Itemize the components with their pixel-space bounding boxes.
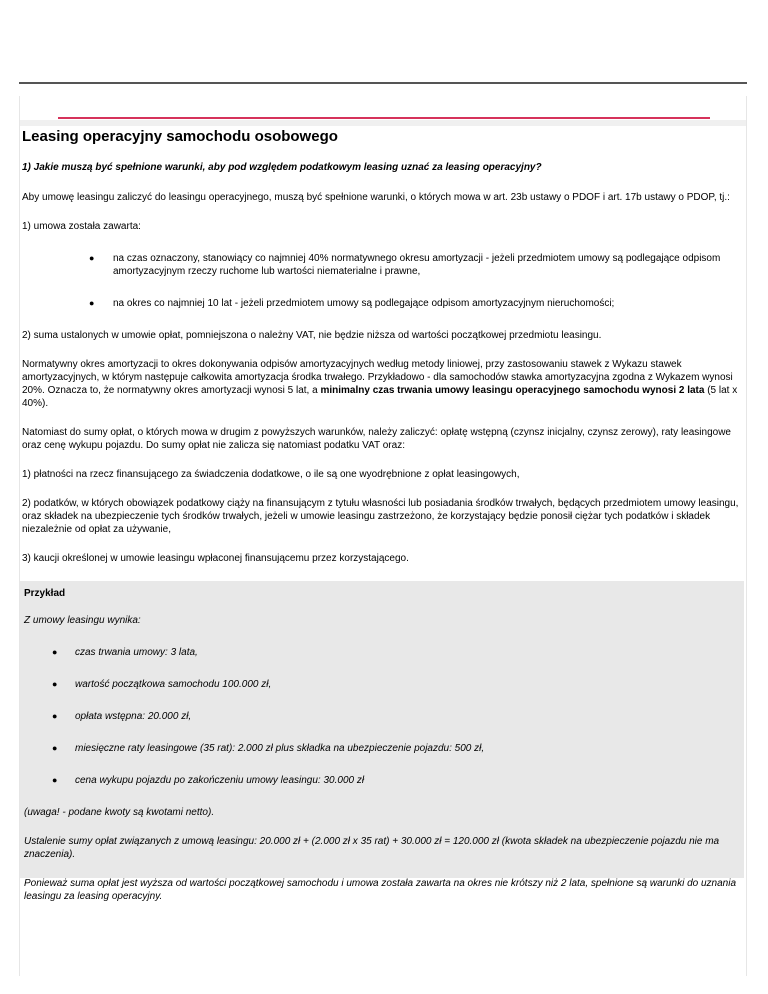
list-item: ● na czas oznaczony, stanowiący co najmniej 40% normatywnego okresu amortyzacji - jeżeli przedmiotem umowy są podlegające odpisom amortyzacyjnym rzeczy ruchome lub wartości niematerialne i prawne,: [22, 252, 744, 278]
list-item: ● wartość początkowa samochodu 100.000 zł,: [24, 678, 740, 691]
example-list: [24, 646, 740, 787]
intro-paragraph: Aby umowę leasingu zaliczyć do leasingu operacyjnego, muszą być spełnione warunki, o których mowa w art. 23b ustawy o PDOF i art. 17b ustawy o PDOP, tj.:: [22, 192, 730, 203]
normative-paragraph: [22, 358, 744, 410]
example-intro: Z umowy leasingu wynika:: [24, 615, 141, 626]
page-title: Leasing operacyjny samochodu osobowego: [22, 128, 338, 145]
normative-text-end: (5 lat x 40%).: [22, 385, 738, 409]
fees-paragraph: Natomiast do sumy opłat, o których mowa w drugim z powyższych warunków, należy zaliczyć: opłatę wstępną (czynsz inicjalny, czynsz zerowy), raty leasingowe oraz cenę wykupu pojazdu. Do sumy opłat nie zalicza się natomiast podatku VAT oraz:: [22, 427, 731, 451]
normative-text: Normatywny okres amortyzacji to okres dokonywania odpisów amortyzacyjnych według metody liniowej, przy zastosowaniu stawek z Wykazu stawek amortyzacyjnych, w którym następuje całkowita amortyzacja środka trwałego. Przykładowo - dla samochodów stawka amortyzacyjna zgodna z Wykazem wynosi 20%. Oznacza to, że normatywny okres amortyzacji wynosi 5 lat, a: [22, 359, 733, 396]
example-box: [20, 581, 744, 902]
top-divider: [19, 82, 747, 84]
question-heading: 1) Jakie muszą być spełnione warunki, aby pod względem podatkowym leasing uznać za leasing operacyjny?: [22, 162, 542, 173]
example-conclusion: Ponieważ suma opłat jest wyższa od wartości początkowej samochodu i umowa została zawarta na okres nie krótszy niż 2 lata, spełnione są warunki do uznania leasingu za leasing operacyjny.: [24, 878, 737, 902]
normative-highlight: minimalny czas trwania umowy leasingu operacyjnego samochodu wynosi 2 lata: [320, 385, 705, 396]
condition-1-list: [22, 252, 744, 310]
example-title: Przykład: [24, 588, 66, 599]
list-item: ● cena wykupu pojazdu po zakończeniu umowy leasingu: 30.000 zł: [24, 774, 740, 787]
exclusion-2: 2) podatków, w których obowiązek podatkowy ciąży na finansującym z tytułu własności lub posiadania środków trwałych, będących przedmiotem umowy leasingu, oraz składek na ubezpieczenie tych środków trwałych, jeżeli w umowie leasingu zastrzeżono, że korzystający będzie ponosił ciężar tych podatków i składek niezależnie od opłat za używanie,: [22, 498, 739, 535]
document-body: [22, 126, 744, 902]
list-item: ● na okres co najmniej 10 lat - jeżeli przedmiotem umowy są podlegające odpisom amortyzacyjnym nieruchomości;: [22, 297, 744, 310]
example-note: (uwaga! - podane kwoty są kwotami netto).: [24, 807, 215, 818]
condition-1: 1) umowa została zawarta:: [22, 221, 141, 232]
list-item: ● miesięczne raty leasingowe (35 rat): 2.000 zł plus składka na ubezpieczenie pojazdu: 500 zł,: [24, 742, 740, 755]
list-item: ● czas trwania umowy: 3 lata,: [24, 646, 740, 659]
exclusion-1: 1) płatności na rzecz finansującego za świadczenia dodatkowe, o ile są one wyodrębnione z opłat leasingowych,: [22, 469, 520, 480]
list-item: ● opłata wstępna: 20.000 zł,: [24, 710, 740, 723]
exclusion-3: 3) kaucji określonej w umowie leasingu wpłaconej finansującemu przez korzystającego.: [22, 553, 409, 564]
accent-divider: [58, 117, 710, 119]
condition-2: 2) suma ustalonych w umowie opłat, pomniejszona o należny VAT, nie będzie niższa od wartości początkowej przedmiotu leasingu.: [22, 330, 602, 341]
example-sum: Ustalenie sumy opłat związanych z umową leasingu: 20.000 zł + (2.000 zł x 35 rat) + 30.000 zł = 120.000 zł (kwota składek na ubezpieczenie pojazdu nie ma znaczenia).: [24, 836, 720, 860]
